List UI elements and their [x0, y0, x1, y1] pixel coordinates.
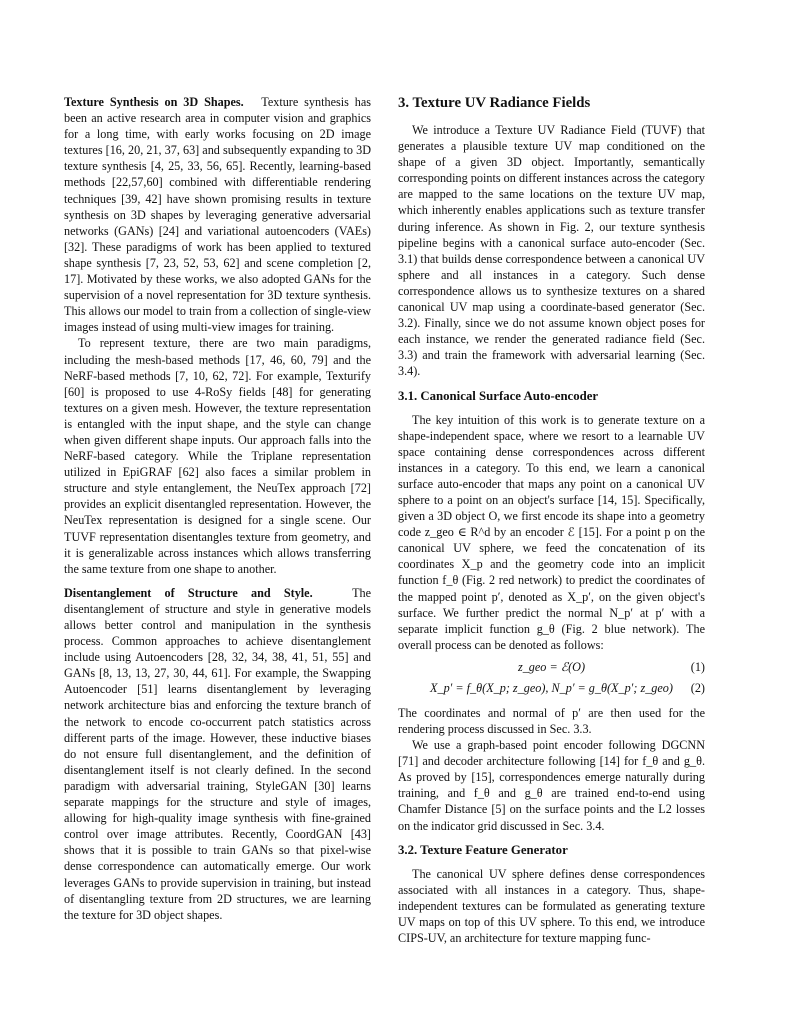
paragraph-texture-representation: To represent texture, there are two main paradigms, including the mesh-based methods [17, 46, 60, 79] and the NeRF-based methods [7, 10, 62, 72]. For example, Texturify [60] is proposed to use 4-RoSy fields [48] for generating textures on a given mesh. However, the texture representation is entangled with the input shape, and the style can change when given different shape inputs. Our approach falls into the NeRF-based category. While the Triplane representation utilized in EpiGRAF [62] also faces a similar problem in structure and style entanglement, the NeuTex approach [72] provides an explicit disentangled representation. However, the NeuTex representation is designed for a single scene. Our TUVF representation disentangles texture from geometry, and it is generalizable across instances which allows transferring the same texture from one shape to another.: [64, 336, 371, 576]
right-column: [398, 94, 705, 946]
equation-body: z_geo = ℰ(O): [517, 659, 586, 674]
paragraph-heading: Texture Synthesis on 3D Shapes.: [64, 95, 244, 109]
paragraph-tuvf-intro: We introduce a Texture UV Radiance Field (TUVF) that generates a plausible texture UV map conditioned on the shape of a given 3D object. Importantly, semantically corresponding points on different instances across the category are mapped to the same locations on the texture UV map, which inherently enables applications such as texture transfer during inference. As shown in Fig. 2, our texture synthesis pipeline begins with a canonical surface auto-encoder (Sec. 3.1) that builds dense correspondence between a canonical UV sphere and all instances in a category. Such dense correspondence allows us to synthesize textures on a shared canonical UV map using a coordinate-based generator (Sec. 3.2). Finally, since we do not assume known object poses for each instance, we render the generated radiance field (Sec. 3.3) and train the framework with adversarial learning (Sec. 3.4).: [398, 123, 705, 379]
equation-number: (2): [690, 680, 705, 695]
subsection-title: 3.1. Canonical Surface Auto-encoder: [398, 388, 599, 403]
paragraph-body: Texture synthesis has been an active research area in computer vision and graphics for a long time, with early works focusing on 2D image textures [16, 20, 21, 37, 63] and subsequently expanding to 3D texture synthesis [4, 25, 33, 56, 65]. Recently, learning-based methods [22,57,60] combined with differentiable rendering techniques [39, 42] have shown promising results in texture synthesis on 3D shapes by leveraging generative adversarial networks (GANs) [24] and variational autoencoders (VAEs) [32]. These paradigms of work has been applied to textured shape synthesis [7, 23, 52, 53, 62] and scene completion [2, 17]. Motivated by these works, we also adopted GANs for the supervision of a novel representation for 3D texture synthesis. This allows our model to train from a collection of single-view images instead of using multi-view images for training.: [64, 95, 372, 335]
equation-body: X_p′ = f_θ(X_p; z_geo), N_p′ = g_θ(X_p′; z_geo): [430, 680, 673, 695]
paragraph-texture-synthesis: [64, 94, 371, 335]
section-title: 3. Texture UV Radiance Fields: [398, 95, 591, 111]
subsection-title: 3.2. Texture Feature Generator: [398, 842, 568, 857]
paragraph-heading: Disentanglement of Structure and Style.: [64, 585, 313, 600]
paragraph-canonical-surface: The key intuition of this work is to generate texture on a shape-independent space, where we resort to a learnable UV space containing dense correspondences across different instances in a category. To this end, we learn a canonical surface auto-encoder that maps any point on a canonical UV sphere to a point on an object's surface [14, 15]. Specifically, given a 3D object O, we first encode its shape into a geometry code z_geo ∈ R^d by an encoder ℰ [15]. For a point p on the canonical UV sphere, we feed the concatenation of its coordinates X_p and the geometry code into an implicit function f_θ (Fig. 2 red network) to predict the coordinates of the mapped point p′, denoted as X_p′, on the given object's surface. We further predict the normal N_p′ at p′ with a separate implicit function g_θ (Fig. 2 blue network). The overall process can be denoted as follows:: [398, 412, 705, 652]
paragraph-feature-generator: The canonical UV sphere defines dense correspondences associated with all instances in a category. Thus, shape-independent textures can be formulated as generating texture UV maps on top of this UV sphere. To this end, we introduce CIPS-UV, an architecture for texture mapping func-: [398, 866, 705, 946]
equation-1: [398, 659, 705, 680]
paragraph-body: The disentanglement of structure and style in generative models allows better control and manipulation in the synthesis process. Common approaches to achieve disentanglement include using Autoencoders [28, 32, 34, 38, 41, 51, 55] and GANs [8, 13, 13, 27, 30, 44, 61]. For example, the Swapping Autoencoder [51] learns disentanglement by leveraging network architecture bias and enforcing the texture branch of the network to encode co-occurrent patch statistics across different parts of the image. However, these inductive biases do not ensure full disentanglement, and the definition of disentanglement itself is not clearly defined. In the second paradigm with adversarial training, StyleGAN [30] learns separate mappings for the structure and style of images, allowing for high-quality image synthesis with fine-grained control over image attributes. Recently, CoordGAN [43] shows that it is possible to train GANs so that pixel-wise dense correspondence can automatically emerge. Our work leverages GANs to provide supervision in training, but instead of disentangling texture from 2D structures, we are learning the texture for 3D object shapes.: [64, 585, 372, 922]
equation-2: [398, 680, 705, 701]
paragraph-encoder-details: We use a graph-based point encoder following DGCNN [71] and decoder architecture following [14] for f_θ and g_θ. As proved by [15], correspondences emerge naturally during training, and f_θ and g_θ are trained end-to-end using Chamfer Distance [5] on the surface points and the L2 losses on the indicator grid discussed in Sec. 3.4.: [398, 738, 705, 833]
paragraph-rendering-note: The coordinates and normal of p′ are then used for the rendering process discussed in Sec. 3.3.: [398, 705, 705, 736]
left-column: [64, 94, 371, 923]
equation-number: (1): [690, 659, 705, 674]
paragraph-disentanglement: [64, 585, 371, 923]
